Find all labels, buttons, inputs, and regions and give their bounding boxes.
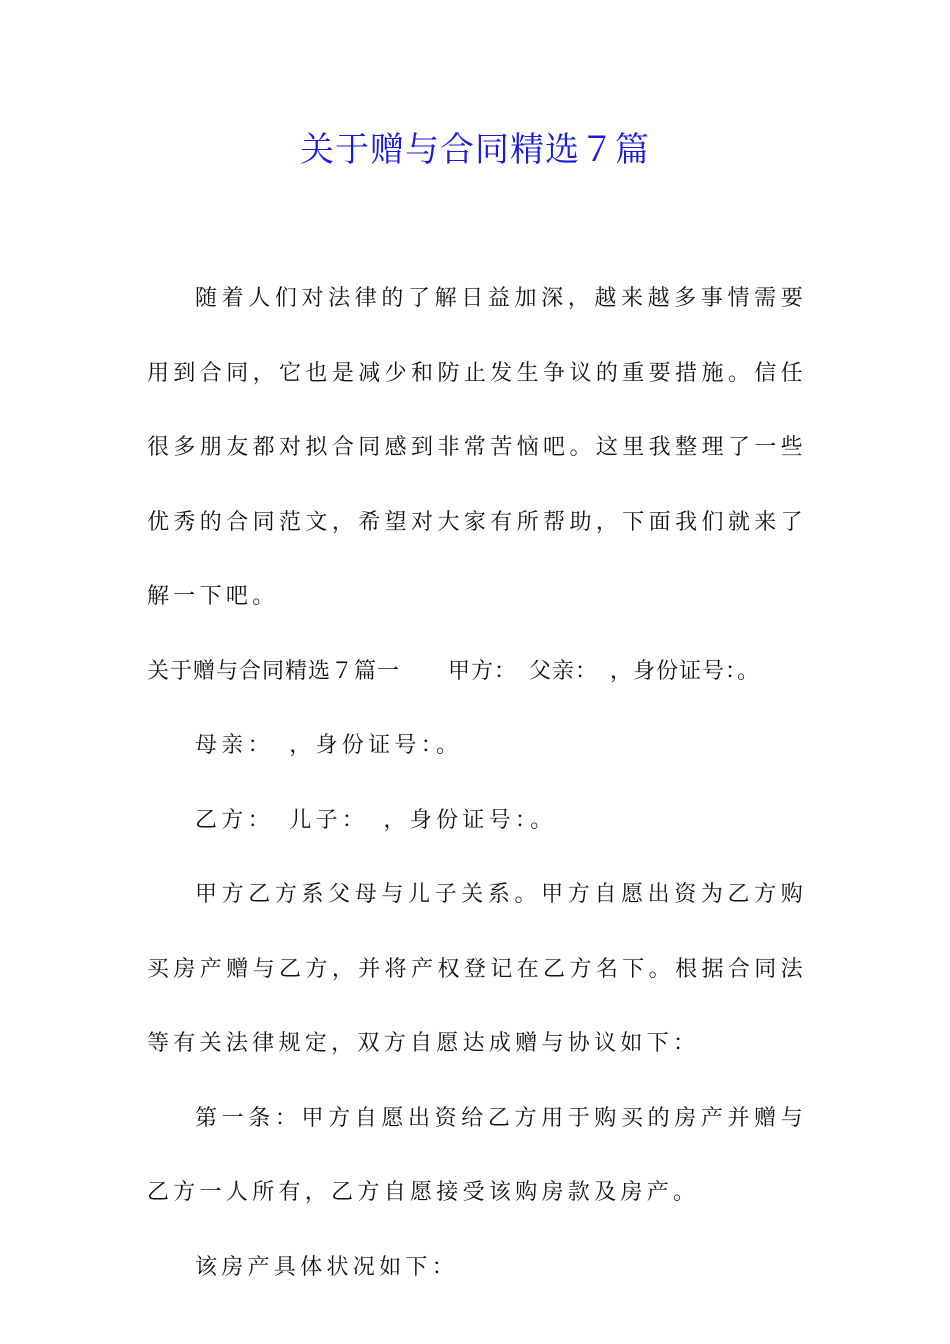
document-title: 关于赠与合同精选７篇 (300, 130, 650, 170)
property-details-line: 该房产具体状况如下： (195, 1254, 459, 1280)
party-a-father-line: 甲方： 父亲： ，身份证号：。 (448, 658, 761, 684)
article-one-paragraph: 第一条：甲方自愿出资给乙方用于购买的房产并赠与乙方一人所有，乙方自愿接受该购房款及房产。 (147, 1105, 807, 1205)
section-heading: 关于赠与合同精选７篇一 (147, 658, 401, 684)
relationship-paragraph: 甲方乙方系父母与儿子关系。甲方自愿出资为乙方购买房产赠与乙方，并将产权登记在乙方名下。根据合同法等有关法律规定，双方自愿达成赠与协议如下： (147, 882, 807, 1056)
document-body (147, 262, 807, 1305)
party-a-mother-line: 母亲： ，身份证号：。 (195, 733, 463, 758)
section-heading-line (147, 635, 807, 710)
party-b-line: 乙方： 儿子： ，身份证号：。 (195, 807, 557, 833)
intro-paragraph: 随着人们对法律的了解日益加深，越来越多事情需要用到合同，它也是减少和防止发生争议的重要措施。信任很多朋友都对拟合同感到非常苦恼吧。这里我整理了一些优秀的合同范文，希望对大家有所帮助，下面我们就来了解一下吧。 (147, 286, 807, 609)
